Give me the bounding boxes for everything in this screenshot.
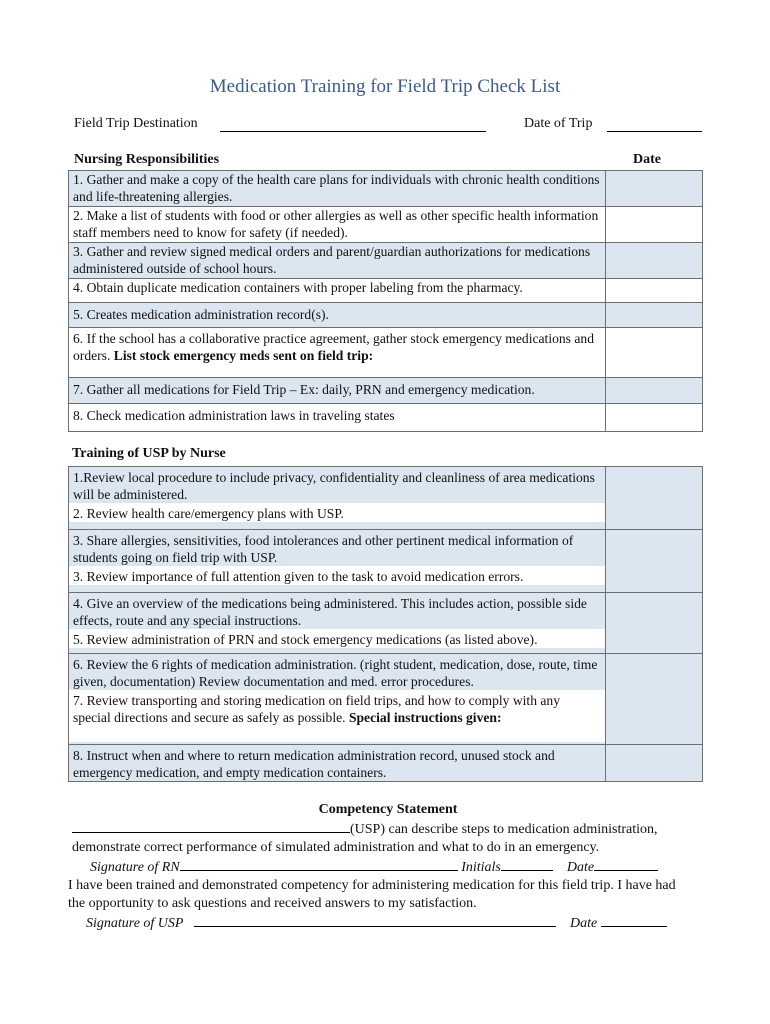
initials-field[interactable] xyxy=(501,857,553,871)
table-row xyxy=(69,467,703,530)
usp-date-cell-3[interactable] xyxy=(606,593,703,654)
competency-heading: Competency Statement xyxy=(318,802,458,817)
nursing-item-7: 7. Gather all medications for Field Trip – Ex: daily, PRN and emergency medication. xyxy=(69,378,606,404)
usp-item-5 xyxy=(69,745,606,782)
nursing-item-1: 1. Gather and make a copy of the health care plans for individuals with chronic health conditions and life-threatening allergies. xyxy=(69,171,606,207)
initials-label: Initials xyxy=(461,860,501,875)
table-row xyxy=(69,654,703,745)
trip-info-row xyxy=(74,116,704,136)
usp-date-field[interactable] xyxy=(601,913,667,927)
table-row xyxy=(69,207,703,243)
table-row xyxy=(69,378,703,404)
usp-item-4 xyxy=(69,654,606,745)
usp-signature-row xyxy=(68,913,708,933)
nursing-item-3: 3. Gather and review signed medical orders and parent/guardian authorizations for medications administered outside of school hours. xyxy=(69,243,606,279)
usp-date-cell-4[interactable] xyxy=(606,654,703,745)
nursing-heading: Nursing Responsibilities xyxy=(74,152,220,167)
usp-line: 1.Review local procedure to include privacy, confidentiality and cleanliness of area medications will be administered. xyxy=(73,470,595,502)
date-cell-7[interactable] xyxy=(606,378,703,404)
nursing-table xyxy=(68,170,703,432)
usp-table xyxy=(68,466,703,782)
competency-section xyxy=(68,801,708,933)
table-row xyxy=(69,593,703,654)
usp-date-cell-2[interactable] xyxy=(606,530,703,593)
table-row xyxy=(69,530,703,593)
usp-date-label: Date xyxy=(569,916,598,931)
table-row xyxy=(69,279,703,303)
table-row xyxy=(69,328,703,378)
usp-name-field[interactable] xyxy=(72,819,350,833)
field-trip-destination-field[interactable] xyxy=(220,116,486,132)
table-row xyxy=(69,303,703,328)
rn-date-field[interactable] xyxy=(594,857,658,871)
special-instructions-label: Special instructions given: xyxy=(348,710,502,725)
table-row xyxy=(69,171,703,207)
usp-item-2 xyxy=(69,530,606,593)
usp-line: 3. Review importance of full attention given to the task to avoid medication errors. xyxy=(69,566,605,585)
page-title: Medication Training for Field Trip Check List xyxy=(209,76,561,97)
usp-item-1 xyxy=(69,467,606,530)
date-cell-6[interactable] xyxy=(606,328,703,378)
rn-signature-row xyxy=(68,857,708,877)
usp-date-cell-1[interactable] xyxy=(606,467,703,530)
date-cell-1[interactable] xyxy=(606,171,703,207)
usp-heading: Training of USP by Nurse xyxy=(72,446,226,461)
date-cell-5[interactable] xyxy=(606,303,703,328)
usp-line-text: 7. Review transporting and storing medication on field trips, and how to comply with any special directions and secure as safely as possible. xyxy=(73,693,561,725)
date-cell-3[interactable] xyxy=(606,243,703,279)
stock-meds-label: List stock emergency meds sent on field trip: xyxy=(113,348,374,363)
usp-line: 8. Instruct when and where to return medication administration record, unused stock and emergency medication, and empty medication containers. xyxy=(73,748,555,780)
table-row xyxy=(69,745,703,782)
nursing-item-5: 5. Creates medication administration record(s). xyxy=(69,303,606,328)
rn-signature-field[interactable] xyxy=(180,857,458,871)
date-label: Date xyxy=(566,860,595,875)
usp-line xyxy=(69,690,605,742)
usp-line: 6. Review the 6 rights of medication administration. (right student, medication, dose, route, time given, documentation) Review documentation and med. error procedures. xyxy=(73,657,598,689)
table-row xyxy=(69,243,703,279)
usp-line: 5. Review administration of PRN and stock emergency medications (as listed above). xyxy=(69,629,605,648)
date-cell-8[interactable] xyxy=(606,404,703,432)
signature-usp-label: Signature of USP xyxy=(86,916,184,931)
usp-signature-field[interactable] xyxy=(194,913,556,927)
signature-rn-label: Signature of RN xyxy=(90,860,180,875)
table-row xyxy=(69,404,703,432)
competency-line-1-text: (USP) can describe steps to medication administration, xyxy=(350,822,658,837)
field-trip-destination-label: Field Trip Destination xyxy=(74,116,198,131)
nursing-item-4: 4. Obtain duplicate medication containers with proper labeling from the pharmacy. xyxy=(69,279,606,303)
nursing-item-8: 8. Check medication administration laws in traveling states xyxy=(69,404,606,432)
nursing-item-6 xyxy=(69,328,606,378)
usp-line: 4. Give an overview of the medications being administered. This includes action, possible side effects, route and any special instructions. xyxy=(73,596,587,628)
nursing-item-2: 2. Make a list of students with food or other allergies as well as other specific health information staff members need to know for safety (if needed). xyxy=(69,207,606,243)
date-of-trip-field[interactable] xyxy=(607,116,702,132)
nursing-item-6-text: 6. If the school has a collaborative practice agreement, gather stock emergency medications and orders. xyxy=(73,331,595,363)
date-cell-4[interactable] xyxy=(606,279,703,303)
competency-line-1 xyxy=(68,819,708,839)
competency-statement: I have been trained and demonstrated competency for administering medication for this field trip. I have had the opportunity to ask questions and received answers to my satisfaction. xyxy=(68,878,676,911)
usp-line: 3. Share allergies, sensitivities, food intolerances and other pertinent medical information of students going on field trip with USP. xyxy=(73,533,574,565)
date-of-trip-label: Date of Trip xyxy=(524,116,593,131)
competency-line-2: demonstrate correct performance of simulated administration and what to do in an emergency. xyxy=(72,840,600,855)
date-cell-2[interactable] xyxy=(606,207,703,243)
usp-item-3 xyxy=(69,593,606,654)
usp-date-cell-5[interactable] xyxy=(606,745,703,782)
usp-line: 2. Review health care/emergency plans with USP. xyxy=(69,503,605,522)
date-heading: Date xyxy=(633,152,661,167)
